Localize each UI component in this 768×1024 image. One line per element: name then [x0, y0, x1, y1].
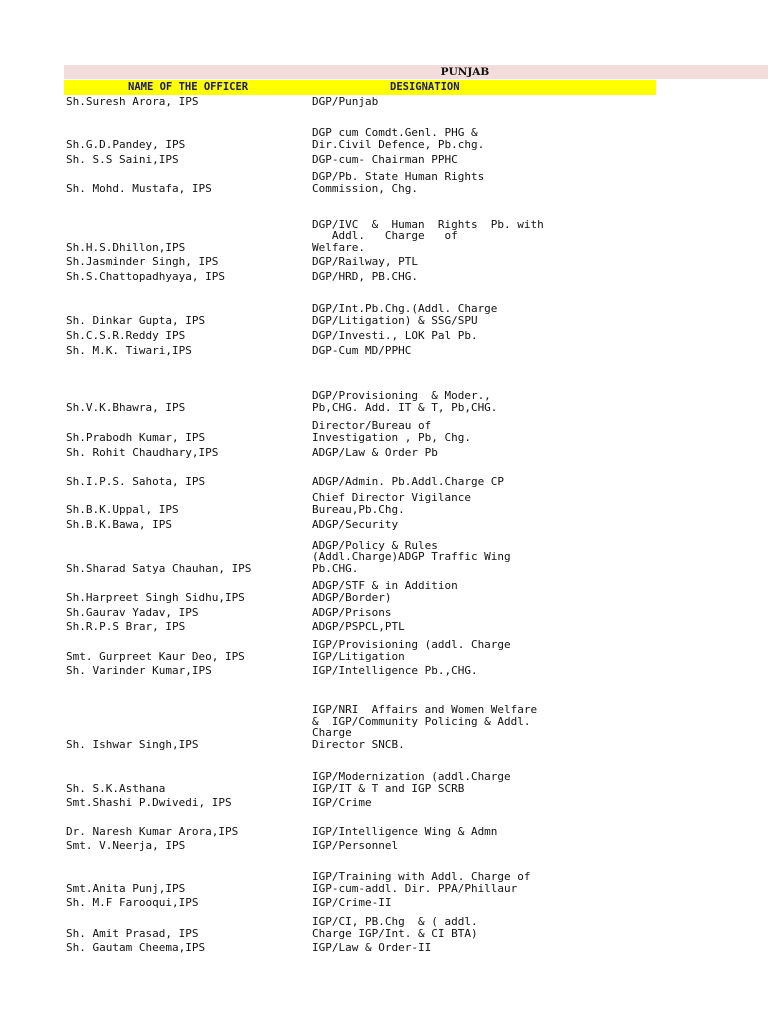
- designation-line: Charge: [312, 726, 352, 739]
- officer-name: Sh. Ishwar Singh,IPS: [66, 737, 199, 751]
- officer-name: Sh.Jasminder Singh, IPS: [66, 254, 219, 268]
- officer-name: Sh.Suresh Arora, IPS: [66, 94, 199, 108]
- officer-name: Sh.Gaurav Yadav, IPS: [66, 605, 199, 619]
- designation-line: DGP/Provisioning & Moder.,: [312, 389, 491, 402]
- column-header-name: NAME OF THE OFFICER: [128, 81, 249, 93]
- designation-line: DGP/Pb. State Human Rights: [312, 170, 485, 183]
- officer-name: Sh.Sharad Satya Chauhan, IPS: [66, 561, 252, 575]
- designation-line: IGP/Law & Order-II: [312, 940, 432, 954]
- designation-line: IGP-cum-addl. Dir. PPA/Phillaur: [312, 881, 518, 895]
- designation-line: IGP/Crime-II: [312, 895, 392, 909]
- officer-name: Sh. Varinder Kumar,IPS: [66, 663, 212, 677]
- officer-name: Sh.Prabodh Kumar, IPS: [66, 430, 206, 444]
- designation-line: DGP/Int.Pb.Chg.(Addl. Charge: [312, 302, 498, 315]
- designation-line: Addl. Charge of: [312, 229, 458, 242]
- designation-line: IGP/Intelligence Pb.,CHG.: [312, 663, 478, 677]
- officer-name: Sh.H.S.Dhillon,IPS: [66, 240, 186, 254]
- officer-name: Sh. M.K. Tiwari,IPS: [66, 343, 192, 357]
- officer-name: Sh. Amit Prasad, IPS: [66, 926, 199, 940]
- designation-line: Director/Bureau of: [312, 419, 432, 432]
- designation-line: ADGP/Admin. Pb.Addl.Charge CP: [312, 474, 505, 488]
- designation-line: ADGP/Border): [312, 590, 392, 604]
- officer-name: Sh.B.K.Uppal, IPS: [66, 502, 179, 516]
- officer-name: Smt. V.Neerja, IPS: [66, 838, 186, 852]
- officer-name: Sh.Harpreet Singh Sidhu,IPS: [66, 590, 245, 604]
- state-title: PUNJAB: [440, 66, 490, 78]
- officer-name: Sh. Rohit Chaudhary,IPS: [66, 445, 219, 459]
- officer-designation: [312, 942, 552, 954]
- designation-line: ADGP/Law & Order Pb: [312, 445, 438, 459]
- designation-line: DGP/Punjab: [312, 94, 379, 108]
- designation-line: ADGP/Policy & Rules: [312, 538, 438, 552]
- officer-name: Smt.Shashi P.Dwivedi, IPS: [66, 795, 232, 809]
- officer-name: Sh. Gautam Cheema,IPS: [66, 940, 206, 954]
- designation-line: DGP-Cum MD/PPHC: [312, 343, 412, 357]
- designation-line: DGP/IVC & Human Rights Pb. with: [312, 217, 544, 231]
- officer-name: Sh.C.S.R.Reddy IPS: [66, 328, 186, 342]
- designation-line: DGP/Railway, PTL: [312, 254, 418, 268]
- designation-line: IGP/Modernization (addl.Charge: [312, 770, 511, 783]
- officer-name: Sh. S.K.Asthana: [66, 781, 166, 795]
- designation-line: IGP/CI, PB.Chg & ( addl.: [312, 915, 478, 928]
- designation-line: DGP/Investi., LOK Pal Pb.: [312, 328, 478, 342]
- officer-name: Sh.B.K.Bawa, IPS: [66, 517, 172, 531]
- designation-line: DGP-cum- Chairman PPHC: [312, 152, 458, 166]
- designation-line: Charge IGP/Int. & CI BTA): [312, 926, 478, 940]
- officer-name: Sh.I.P.S. Sahota, IPS: [66, 474, 206, 488]
- officer-name: Smt. Gurpreet Kaur Deo, IPS: [66, 649, 245, 663]
- designation-line: (Addl.Charge)ADGP Traffic Wing: [312, 550, 511, 563]
- officer-name: Sh. Dinkar Gupta, IPS: [66, 313, 206, 327]
- officer-name: Smt.Anita Punj,IPS: [66, 881, 186, 895]
- designation-line: IGP/NRI Affairs and Women Welfare: [312, 703, 538, 716]
- designation-line: Investigation , Pb, Chg.: [312, 430, 471, 444]
- designation-line: IGP/Intelligence Wing & Admn: [312, 824, 498, 838]
- designation-line: DGP cum Comdt.Genl. PHG &: [312, 126, 478, 139]
- officer-name: Sh. S.S Saini,IPS: [66, 152, 179, 166]
- designation-line: Pb,CHG. Add. IT & T, Pb,CHG.: [312, 400, 498, 414]
- designation-line: Pb.CHG.: [312, 561, 359, 575]
- column-header-designation: DESIGNATION: [390, 81, 460, 93]
- officer-name: Sh.S.Chattopadhyaya, IPS: [66, 269, 225, 283]
- designation-line: ADGP/Security: [312, 517, 399, 531]
- designation-line: Director SNCB.: [312, 737, 405, 751]
- designation-line: Commission, Chg.: [312, 181, 418, 195]
- officer-name: Sh.R.P.S Brar, IPS: [66, 619, 186, 633]
- designation-line: IGP/IT & T and IGP SCRB: [312, 781, 465, 795]
- officer-name: Dr. Naresh Kumar Arora,IPS: [66, 824, 239, 838]
- designation-line: IGP/Training with Addl. Charge of: [312, 870, 531, 883]
- designation-line: Dir.Civil Defence, Pb.chg.: [312, 137, 485, 151]
- designation-line: DGP/HRD, PB.CHG.: [312, 269, 418, 283]
- officer-name: Sh.V.K.Bhawra, IPS: [66, 400, 186, 414]
- designation-line: ADGP/Prisons: [312, 605, 392, 619]
- designation-line: Welfare.: [312, 240, 365, 254]
- officer-name: Sh. Mohd. Mustafa, IPS: [66, 181, 212, 195]
- designation-line: IGP/Personnel: [312, 838, 399, 852]
- designation-line: IGP/Provisioning (addl. Charge: [312, 638, 511, 651]
- designation-line: ADGP/PSPCL,PTL: [312, 619, 405, 633]
- designation-line: ADGP/STF & in Addition: [312, 579, 458, 592]
- officer-name: Sh. M.F Farooqui,IPS: [66, 895, 199, 909]
- designation-line: & IGP/Community Policing & Addl.: [312, 714, 531, 728]
- designation-line: Chief Director Vigilance: [312, 491, 471, 504]
- designation-line: IGP/Litigation: [312, 649, 405, 663]
- designation-line: Bureau,Pb.Chg.: [312, 502, 405, 516]
- designation-line: DGP/Litigation) & SSG/SPU: [312, 313, 478, 327]
- officer-name: Sh.G.D.Pandey, IPS: [66, 137, 186, 151]
- designation-line: IGP/Crime: [312, 795, 372, 809]
